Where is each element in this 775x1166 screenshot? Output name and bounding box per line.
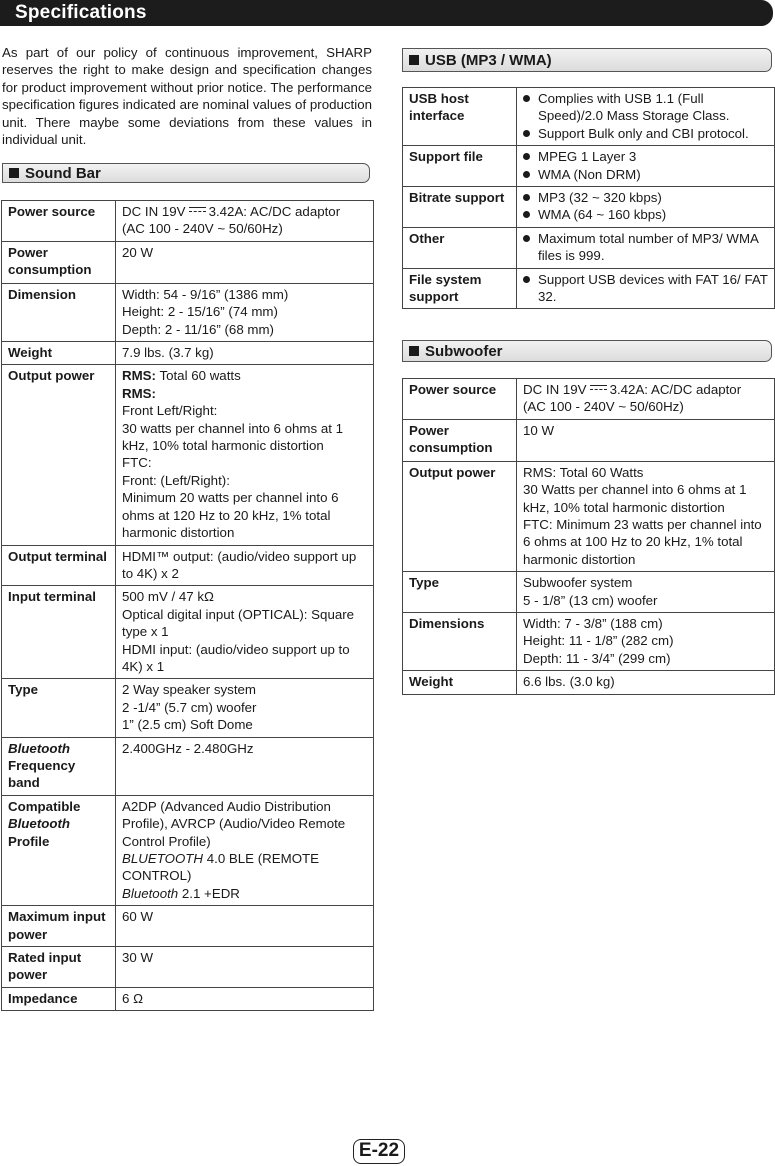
spec-label: Weight [2, 342, 116, 365]
spec-value: 6.6 lbs. (3.0 kg) [517, 671, 775, 694]
spec-label: Bluetooth Frequency band [2, 737, 116, 795]
spec-value: 500 mV / 47 kΩ Optical digital input (OPTICAL): Square type x 1 HDMI input: (audio/video support up to 4K) x 1 [116, 586, 374, 679]
spec-value: Subwoofer system 5 - 1/8” (13 cm) woofer [517, 572, 775, 613]
spec-label: Output terminal [2, 545, 116, 586]
spec-row-output-power [403, 461, 775, 571]
spec-row-dimension [2, 283, 374, 341]
spec-row-power-source [2, 201, 374, 242]
spec-label: Compatible Bluetooth Profile [2, 795, 116, 905]
bullet-item: Maximum total number of MP3/ WMA files is 999. [523, 230, 769, 265]
spec-value: A2DP (Advanced Audio Distribution Profile), AVRCP (Audio/Video Remote Control Profile) BLUETOOTH 4.0 BLE (REMOTE CONTROL) Bluetooth 2.1 +EDR [116, 795, 374, 905]
spec-value [517, 88, 775, 146]
spec-row-bluetooth-profile [2, 795, 374, 905]
spec-value: Width: 7 - 3/8” (188 cm) Height: 11 - 1/8” (282 cm) Depth: 11 - 3/4” (299 cm) [517, 613, 775, 671]
usb-spec-table [402, 87, 775, 309]
bullet-item: Complies with USB 1.1 (Full Speed)/2.0 Mass Storage Class. [523, 90, 769, 125]
page-header-bar [0, 0, 773, 26]
spec-row-bluetooth-band [2, 737, 374, 795]
section-title: Subwoofer [425, 343, 503, 360]
spec-label: Dimensions [403, 613, 517, 671]
spec-row-usb-host-interface [403, 88, 775, 146]
spec-value: 30 W [116, 947, 374, 988]
spec-label: File system support [403, 268, 517, 309]
spec-label: Bitrate support [403, 187, 517, 228]
intro-paragraph: As part of our policy of continuous improvement, SHARP reserves the right to make design and specification changes for product improvement without prior notice. The performance specification figures indicated are nominal values of production unit. There maybe some deviations from these values in individual unit. [2, 45, 372, 148]
spec-label: Weight [403, 671, 517, 694]
bullet-item: WMA (64 ~ 160 kbps) [523, 206, 769, 223]
spec-row-impedance [2, 987, 374, 1010]
subwoofer-section-header [402, 340, 772, 362]
spec-value: RMS: Total 60 watts RMS: Front Left/Right: 30 watts per channel into 6 ohms at 1 kHz, 10% total harmonic distortion FTC: Front: (Left/Right): Minimum 20 watts per channel into 6 ohms at 120 Hz to 20 kHz, 1% total harmonic distortion [116, 365, 374, 545]
spec-row-input-terminal [2, 586, 374, 679]
spec-row-output-terminal [2, 545, 374, 586]
section-title: USB (MP3 / WMA) [425, 52, 552, 69]
spec-value [517, 187, 775, 228]
spec-value: DC IN 19V 3.42A: AC/DC adaptor (AC 100 - 240V ~ 50/60Hz) [116, 201, 374, 242]
spec-label: Power source [2, 201, 116, 242]
spec-value: 7.9 lbs. (3.7 kg) [116, 342, 374, 365]
bullet-item: Support Bulk only and CBI protocol. [523, 125, 769, 142]
spec-value [517, 227, 775, 268]
spec-row-power-source [403, 379, 775, 420]
spec-label: Type [2, 679, 116, 737]
spec-label: Type [403, 572, 517, 613]
page-title: Specifications [15, 2, 147, 23]
spec-row-max-input-power [2, 906, 374, 947]
spec-row-file-system-support [403, 268, 775, 309]
spec-label: Power source [403, 379, 517, 420]
dc-symbol-icon [590, 385, 607, 392]
spec-label: Input terminal [2, 586, 116, 679]
bullet-item: MP3 (32 ~ 320 kbps) [523, 189, 769, 206]
spec-value: HDMI™ output: (audio/video support up to 4K) x 2 [116, 545, 374, 586]
spec-value [517, 268, 775, 309]
section-title: Sound Bar [25, 165, 101, 182]
spec-label: Output power [403, 461, 517, 571]
spec-value: 6 Ω [116, 987, 374, 1010]
bullet-item: MPEG 1 Layer 3 [523, 148, 769, 165]
spec-label: Other [403, 227, 517, 268]
spec-value: 10 W [517, 419, 775, 461]
dc-symbol-icon [189, 207, 206, 214]
spec-value: DC IN 19V 3.42A: AC/DC adaptor (AC 100 - 240V ~ 50/60Hz) [517, 379, 775, 420]
spec-row-weight [403, 671, 775, 694]
spec-label: Dimension [2, 283, 116, 341]
spec-label: Support file [403, 146, 517, 187]
sound-bar-spec-table [1, 200, 374, 1011]
spec-label: Power consumption [2, 241, 116, 283]
spec-row-weight [2, 342, 374, 365]
spec-row-support-file [403, 146, 775, 187]
spec-row-power-consumption [403, 419, 775, 461]
bullet-item: WMA (Non DRM) [523, 166, 769, 183]
spec-row-other [403, 227, 775, 268]
spec-label: Impedance [2, 987, 116, 1010]
bullet-item: Support USB devices with FAT 16/ FAT 32. [523, 271, 769, 306]
spec-label: Rated input power [2, 947, 116, 988]
spec-row-bitrate-support [403, 187, 775, 228]
spec-value [517, 146, 775, 187]
spec-row-rated-input-power [2, 947, 374, 988]
square-bullet-icon [409, 346, 419, 356]
spec-label: Power consumption [403, 419, 517, 461]
sound-bar-section-header [2, 163, 370, 183]
square-bullet-icon [409, 55, 419, 65]
spec-row-type [2, 679, 374, 737]
spec-label: USB host interface [403, 88, 517, 146]
spec-value: Width: 54 - 9/16” (1386 mm) Height: 2 - 15/16” (74 mm) Depth: 2 - 11/16” (68 mm) [116, 283, 374, 341]
spec-row-power-consumption [2, 241, 374, 283]
usb-section-header [402, 48, 772, 72]
spec-value: RMS: Total 60 Watts 30 Watts per channel into 6 ohms at 1 kHz, 10% total harmonic distortion FTC: Minimum 23 watts per channel into 6 ohms at 100 Hz to 20 kHz, 1% total harmonic distortion [517, 461, 775, 571]
page-number: E-22 [353, 1139, 405, 1164]
spec-value: 60 W [116, 906, 374, 947]
spec-row-output-power [2, 365, 374, 545]
spec-value: 2.400GHz - 2.480GHz [116, 737, 374, 795]
spec-value: 2 Way speaker system 2 -1/4” (5.7 cm) woofer 1” (2.5 cm) Soft Dome [116, 679, 374, 737]
spec-row-dimensions [403, 613, 775, 671]
square-bullet-icon [9, 168, 19, 178]
spec-label: Maximum input power [2, 906, 116, 947]
spec-value: 20 W [116, 241, 374, 283]
spec-row-type [403, 572, 775, 613]
subwoofer-spec-table [402, 378, 775, 695]
spec-label: Output power [2, 365, 116, 545]
